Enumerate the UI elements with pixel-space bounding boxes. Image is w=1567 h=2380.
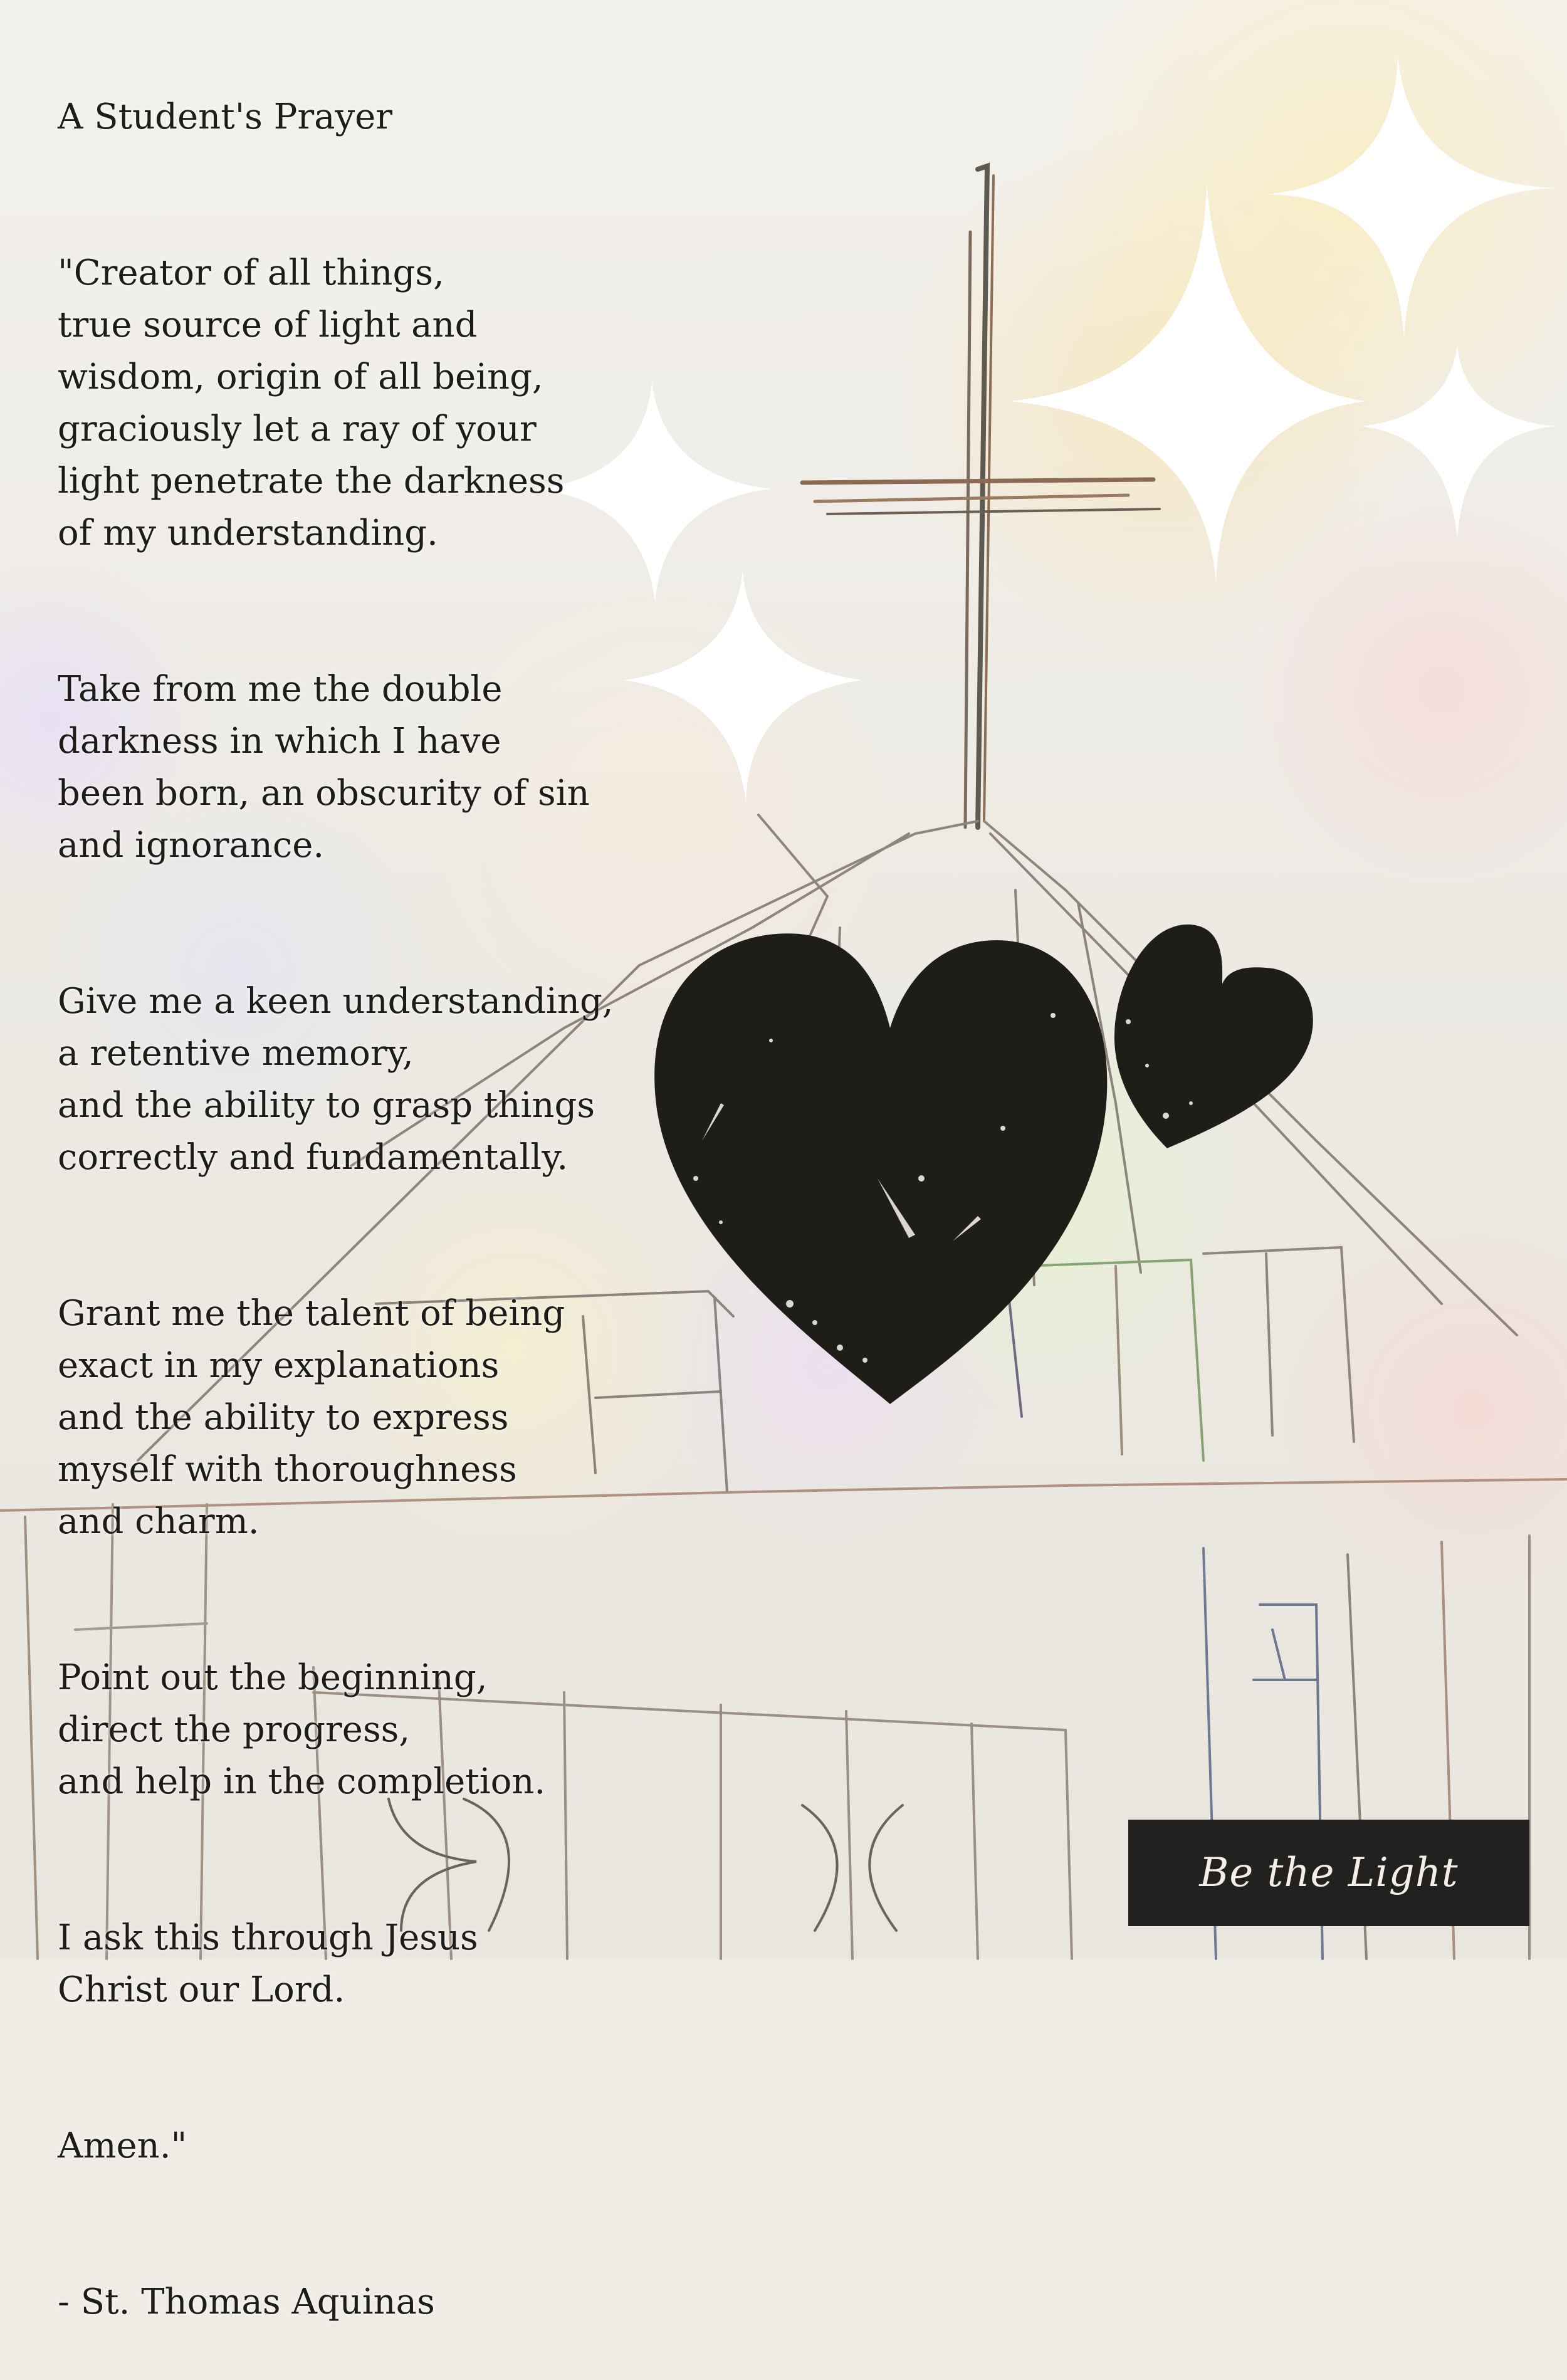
star-icon bbox=[1360, 345, 1554, 539]
prayer-paragraph: Take from me the double darkness in which I have been born, an obscurity of sin and ignorance. bbox=[58, 669, 590, 866]
prayer-paragraph: Grant me the talent of being exact in my explanations and the ability to express myself with thoroughness and charm. bbox=[58, 1293, 565, 1542]
prayer-title: A Student's Prayer bbox=[58, 97, 393, 137]
prayer-amen: Amen." bbox=[58, 2126, 187, 2166]
sparkle-stars bbox=[536, 56, 1554, 802]
prayer-text bbox=[58, 39, 684, 2380]
small-heart-icon bbox=[1114, 925, 1313, 1148]
grunge-hearts bbox=[654, 925, 1313, 1404]
crayon-cross bbox=[802, 166, 1160, 827]
star-icon bbox=[1009, 182, 1366, 583]
prayer-attribution: - St. Thomas Aquinas bbox=[58, 2282, 435, 2322]
prayer-paragraph: Give me a keen understanding, a retentive memory, and the ability to grasp things correctly and fundamentally. bbox=[58, 981, 614, 1178]
star-icon bbox=[1266, 56, 1554, 338]
badge-label: Be the Light bbox=[1199, 1850, 1459, 1896]
prayer-paragraph: Point out the beginning, direct the progress, and help in the completion. bbox=[58, 1657, 546, 1802]
prayer-paragraph: I ask this through Jesus Christ our Lord. bbox=[58, 1917, 478, 2010]
be-the-light-badge bbox=[1128, 1820, 1529, 1926]
prayer-paragraph: "Creator of all things, true source of light and wisdom, origin of all being, graciously let a ray of your light penetrate the darkness of my understanding. bbox=[58, 253, 565, 553]
large-heart-icon bbox=[654, 933, 1107, 1404]
